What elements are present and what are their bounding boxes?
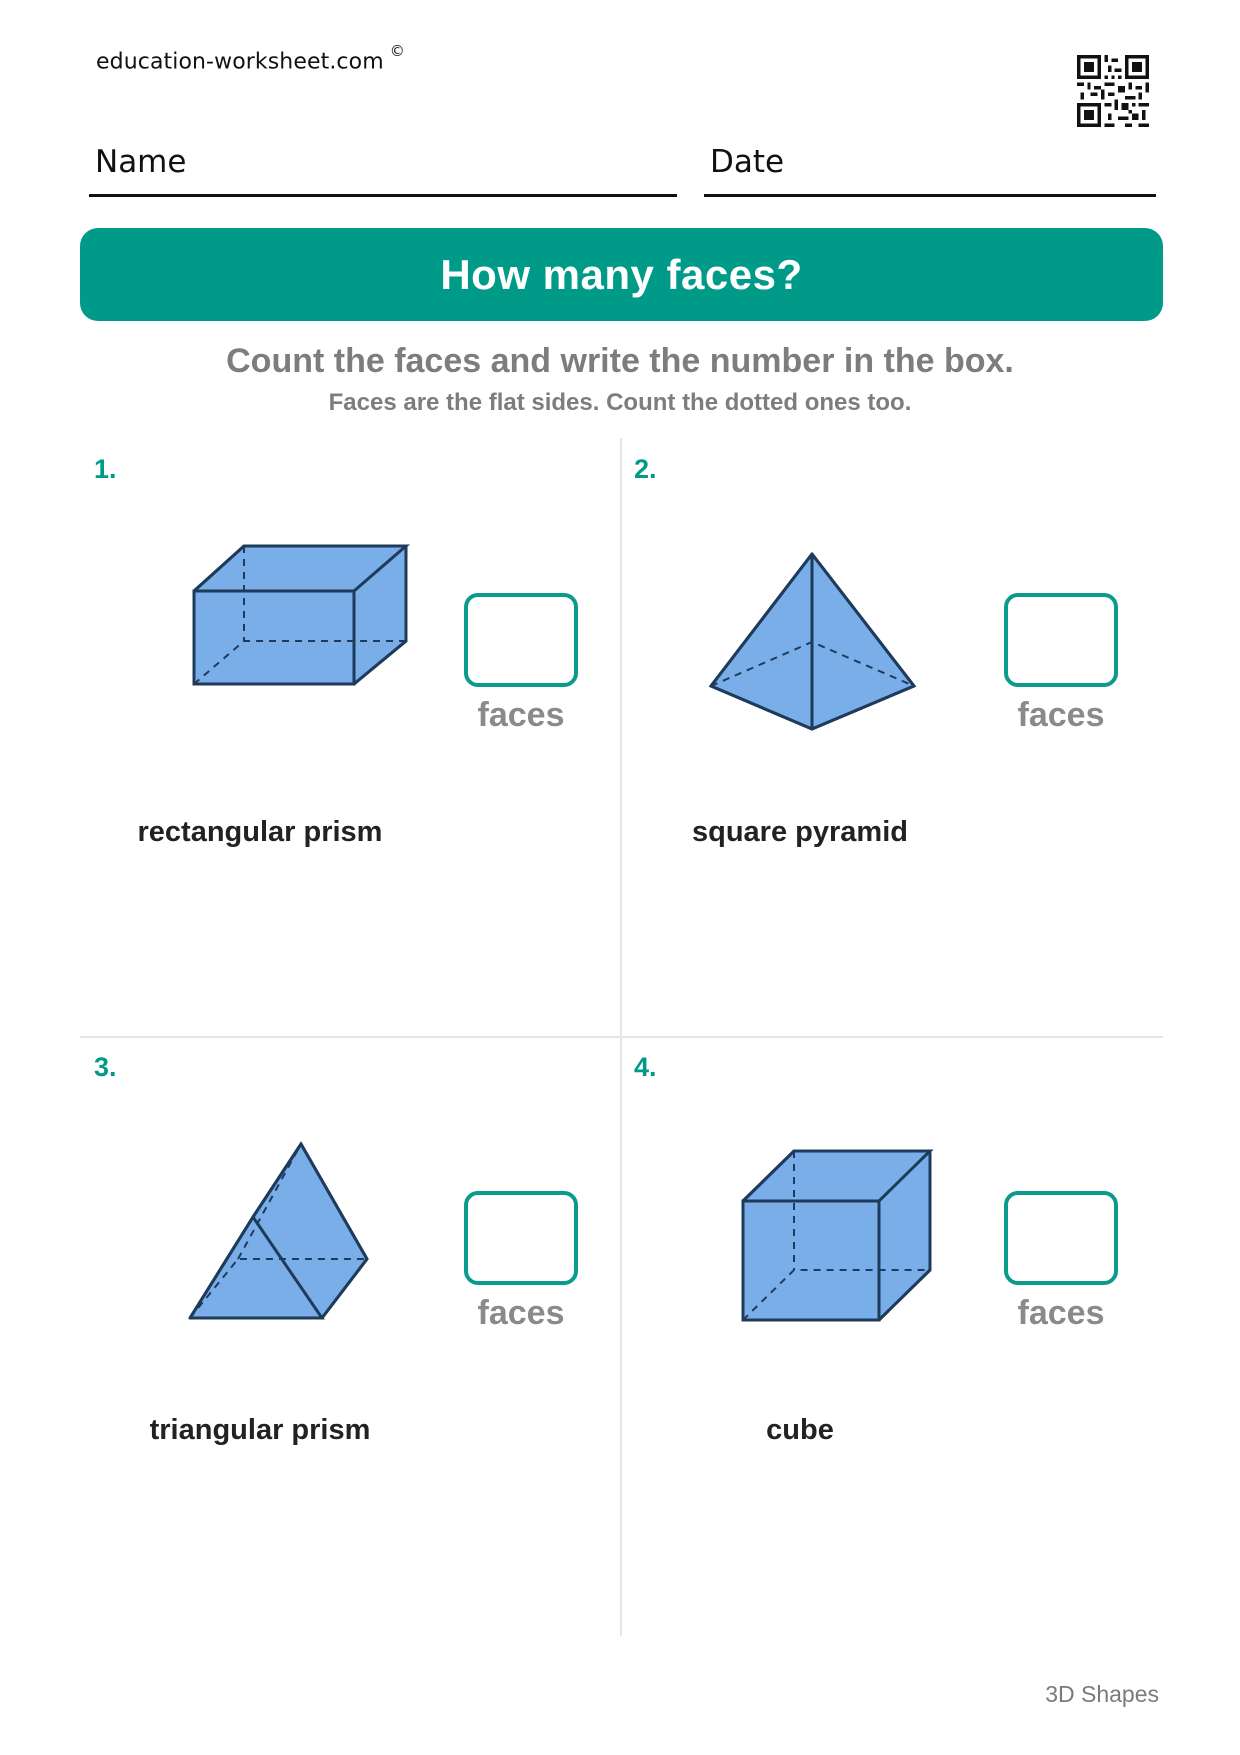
problem-3	[80, 1038, 620, 1598]
problem-number: 4.	[634, 1052, 657, 1082]
title-banner	[80, 228, 1163, 321]
instructions-main: Count the faces and write the number in the box.	[226, 342, 1014, 380]
cube-icon	[700, 1133, 960, 1353]
problem-number: 2.	[634, 454, 657, 484]
problem-number: 1.	[94, 454, 117, 484]
copyright-icon: ©	[389, 42, 405, 60]
date-field[interactable]	[704, 140, 1156, 197]
faces-label: faces	[1017, 1294, 1105, 1332]
triangular-prism-icon	[160, 1133, 420, 1353]
footer-topic: 3D Shapes	[1045, 1681, 1159, 1707]
name-label: Name	[95, 144, 187, 180]
answer-box[interactable]	[464, 593, 578, 687]
shape-name: triangular prism	[149, 1414, 371, 1446]
problem-2	[620, 440, 1160, 1000]
answer-box[interactable]	[1004, 593, 1118, 687]
faces-label: faces	[477, 1294, 565, 1332]
date-label: Date	[710, 144, 785, 180]
rectangular-prism-icon	[160, 535, 420, 755]
problem-1	[80, 440, 620, 1000]
problem-4	[620, 1038, 1160, 1598]
answer-box[interactable]	[1004, 1191, 1118, 1285]
square-pyramid-icon	[700, 535, 960, 755]
page-title: How many faces?	[440, 250, 803, 298]
problem-number: 3.	[94, 1052, 117, 1082]
shape-name: rectangular prism	[137, 816, 383, 848]
site-name	[96, 42, 405, 75]
faces-label: faces	[477, 696, 565, 734]
instructions-sub: Faces are the flat sides. Count the dotted ones too.	[328, 389, 912, 416]
name-field[interactable]	[89, 140, 677, 197]
faces-label: faces	[1017, 696, 1105, 734]
qr-code-icon	[1077, 55, 1149, 127]
shape-name: square pyramid	[692, 816, 908, 848]
answer-box[interactable]	[464, 1191, 578, 1285]
shape-name: cube	[766, 1414, 834, 1446]
site-name-text: education-worksheet.com	[96, 49, 384, 75]
